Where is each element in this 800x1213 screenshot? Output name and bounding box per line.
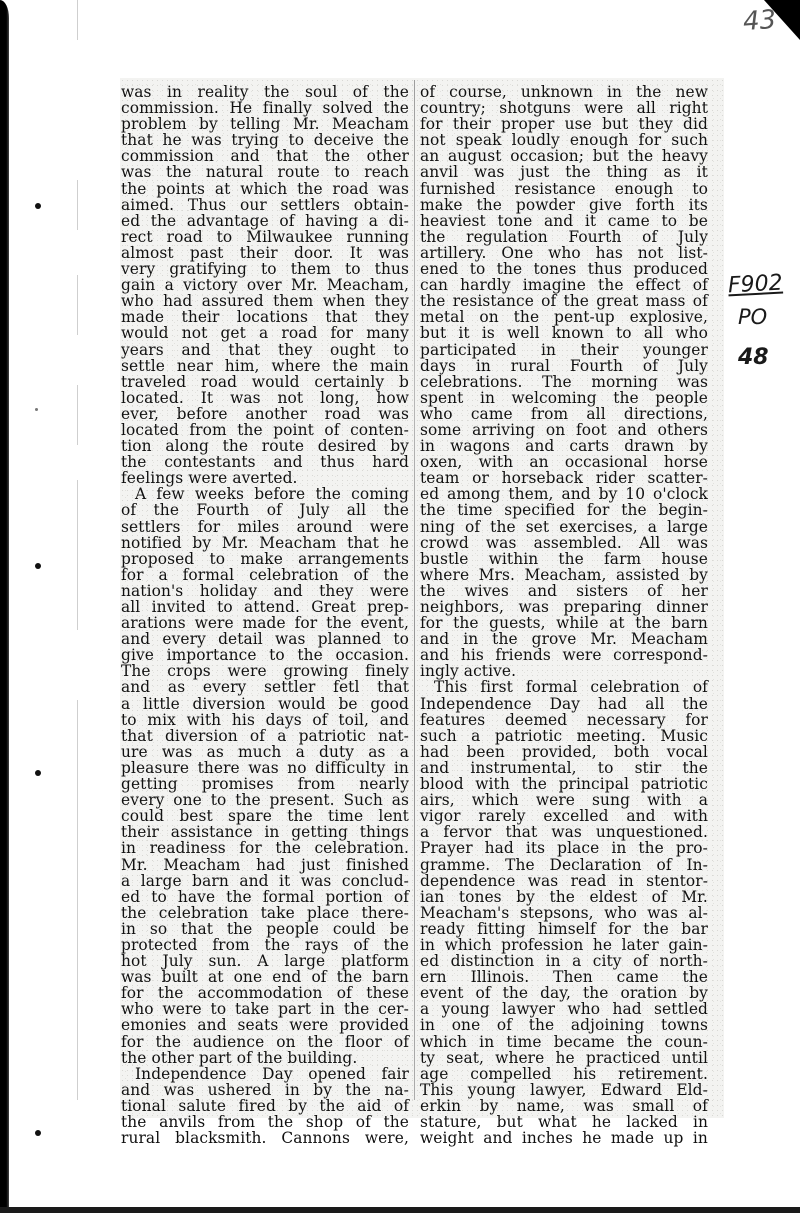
text-line: oxen, with an occasional horse (420, 453, 708, 472)
text-line: ed distinction in a city of north- (420, 952, 708, 971)
text-line: and as every settler fetl that (121, 678, 409, 697)
handwritten-catalog-number: 48 (738, 345, 769, 370)
handwritten-catalog-sub: PO (738, 305, 768, 329)
text-line: settlers for miles around were (121, 517, 409, 536)
text-line: where Mrs. Meacham, assisted by (420, 565, 708, 584)
text-line: Meacham's stepsons, who was al- (420, 903, 708, 922)
text-line: ed the advantage of having a di- (121, 211, 409, 230)
text-line: located. It was not long, how (121, 388, 409, 407)
text-line: furnished resistance enough to (420, 179, 708, 198)
text-line: very gratifying to them to thus (121, 260, 409, 279)
text-line: for a formal celebration of the (121, 565, 409, 584)
text-line: blood with the principal patriotic (420, 775, 708, 794)
text-line: emonies and seats were provided (121, 1016, 409, 1035)
text-line: a large barn and it was conclud- (121, 871, 409, 890)
text-line: the celebration take place there- (121, 903, 409, 922)
margin-guide-line (77, 275, 78, 335)
text-line: in which profession he later gain- (420, 935, 708, 954)
margin-guide-line (77, 480, 78, 630)
text-line: ed among them, and by 10 o'clock (420, 485, 708, 504)
text-line: ern Illinois. Then came the (420, 968, 708, 987)
text-line: anvil was just the thing as it (420, 163, 708, 182)
text-line: proposed to make arrangements (121, 549, 409, 568)
text-line: that diversion of a patriotic nat- (121, 726, 409, 745)
text-line: and in the grove Mr. Meacham (420, 630, 708, 649)
text-line: which in time became the coun- (420, 1032, 708, 1051)
text-line: that he was trying to deceive the (121, 131, 409, 150)
text-line: had been provided, both vocal (420, 742, 708, 761)
text-line: The crops were growing finely (121, 662, 409, 681)
text-line: who came from all directions, (420, 404, 708, 423)
text-line: Mr. Meacham had just finished (121, 855, 409, 874)
text-line: could best spare the time lent (121, 807, 409, 826)
text-line: the regulation Fourth of July (420, 227, 708, 246)
text-line: getting promises from nearly (121, 775, 409, 794)
text-line: ure was as much a duty as a (121, 742, 409, 761)
text-line: commission. He finally solved the (121, 99, 409, 118)
text-line: and every detail was planned to (121, 630, 409, 649)
article-column-right (420, 84, 708, 1146)
text-line: the contestants and thus hard (121, 453, 409, 472)
article-column-left (121, 84, 409, 1146)
text-line: event of the day, the oration by (420, 984, 708, 1003)
text-line: a young lawyer who had settled (420, 1000, 708, 1019)
margin-dot-mark (35, 1130, 41, 1136)
text-line: every one to the present. Such as (121, 791, 409, 810)
text-line: days in rural Fourth of July (420, 356, 708, 375)
text-line: would not get a road for many (121, 324, 409, 343)
text-line: all invited to attend. Great prep- (121, 598, 409, 616)
text-line: years and that they ought to (121, 340, 409, 359)
column-divider (414, 80, 415, 1100)
text-line: an august occasion; but the heavy (420, 147, 708, 166)
margin-guide-line (77, 0, 78, 40)
text-line: of the Fourth of July all the (121, 501, 409, 520)
margin-dot-mark (35, 563, 41, 569)
text-line: features deemed necessary for (420, 710, 708, 729)
text-line: was in reality the soul of the (121, 83, 409, 101)
text-line: in so that the people could be (121, 919, 409, 938)
text-line: was the natural route to reach (121, 163, 409, 182)
text-line: ened to the tones thus produced (420, 260, 708, 279)
text-line: ready fitting himself for the bar (420, 919, 708, 938)
text-line: problem by telling Mr. Meacham (121, 115, 409, 134)
text-line: airs, which were sung with a (420, 791, 708, 810)
scan-bottom-edge (0, 1207, 800, 1213)
text-line: almost past their door. It was (121, 243, 409, 262)
text-line: feelings were averted. (121, 469, 298, 488)
text-line: spent in welcoming the people (420, 388, 708, 407)
text-line: metal on the pent-up explosive, (420, 308, 708, 327)
text-line: in wagons and carts drawn by (420, 437, 708, 456)
text-line: neighbors, was preparing dinner (420, 598, 708, 616)
text-line: make the powder give forth its (420, 195, 708, 214)
margin-dot-mark (35, 408, 38, 411)
text-line: bustle within the farm house (420, 549, 708, 568)
text-line: artillery. One who has not list- (420, 243, 708, 262)
text-line: for the audience on the floor of (121, 1032, 409, 1051)
text-line: and was ushered in by the na- (121, 1080, 409, 1099)
text-line: was built at one end of the barn (121, 968, 409, 987)
text-line: such a patriotic meeting. Music (420, 726, 708, 745)
text-line: who had assured them when they (121, 292, 409, 311)
scan-left-edge (0, 0, 9, 1213)
text-line: the time specified for the begin- (420, 501, 708, 520)
text-line: a fervor that was unquestioned. (420, 823, 708, 842)
margin-guide-line (77, 700, 78, 1100)
text-line: participated in their younger (420, 340, 708, 359)
text-line: who were to take part in the cer- (121, 1000, 409, 1019)
text-line: the other part of the building. (121, 1048, 358, 1067)
text-line: give importance to the occasion. (121, 646, 409, 665)
text-line: gain a victory over Mr. Meacham, (121, 276, 409, 295)
text-line: made their locations that they (121, 308, 409, 327)
text-line: commission and that the other (121, 147, 409, 166)
text-line: tional salute fired by the aid of (121, 1096, 409, 1115)
text-line: ed to have the formal portion of (121, 887, 409, 906)
text-line: erkin by name, was small of (420, 1096, 708, 1115)
text-line: the resistance of the great mass of (420, 292, 708, 311)
text-line: rural blacksmith. Cannons were, (121, 1129, 409, 1148)
text-line: tion along the route desired by (121, 437, 409, 456)
text-line: ty seat, where he practiced until (420, 1048, 708, 1067)
text-line: some arriving on foot and others (420, 420, 708, 439)
margin-dot-mark (35, 770, 41, 776)
text-line: Prayer had its place in the pro- (420, 839, 708, 858)
text-line: nation's holiday and they were (121, 581, 409, 600)
text-line: notified by Mr. Meacham that he (121, 533, 409, 552)
text-line: hot July sun. A large platform (121, 952, 409, 971)
text-line: ning of the set exercises, a large (420, 517, 708, 536)
margin-guide-line (77, 180, 78, 230)
text-line: the points at which the road was (121, 179, 409, 198)
text-line: the anvils from the shop of the (121, 1113, 409, 1131)
text-line: Independence Day had all the (420, 694, 708, 713)
text-line: for the accommodation of these (121, 984, 409, 1003)
text-line: celebrations. The morning was (420, 372, 708, 391)
text-line: settle near him, where the main (121, 356, 409, 375)
handwritten-page-number: 43 (741, 4, 778, 38)
text-line: in readiness for the celebration. (121, 839, 409, 858)
text-line: can hardly imagine the effect of (420, 276, 708, 295)
text-line: stature, but what he lacked in (420, 1113, 708, 1131)
text-line: crowd was assembled. All was (420, 533, 708, 552)
margin-dot-mark (35, 203, 41, 209)
text-line: a little diversion would be good (121, 694, 409, 713)
text-line: A few weeks before the coming (135, 485, 409, 504)
text-line: gramme. The Declaration of In- (420, 855, 708, 874)
text-line: ingly active. (420, 662, 517, 681)
text-line: for the guests, while at the barn (420, 614, 708, 633)
text-line: and instrumental, to stir the (420, 758, 708, 777)
text-line: heaviest tone and it came to be (420, 211, 708, 230)
text-line: traveled road would certainly b (121, 372, 409, 391)
text-line: to mix with his days of toil, and (121, 710, 409, 729)
text-line: in one of the adjoining towns (420, 1016, 708, 1035)
text-line: but it is well known to all who (420, 324, 708, 343)
text-line: located from the point of conten- (121, 420, 409, 439)
text-line: ever, before another road was (121, 404, 409, 423)
text-line: Independence Day opened fair (135, 1064, 409, 1083)
text-line: age compelled his retirement. (420, 1064, 708, 1083)
handwritten-catalog-code: F902 (727, 270, 784, 299)
margin-guide-line (77, 385, 78, 445)
text-line: weight and inches he made up in (420, 1129, 708, 1148)
text-line: not speak loudly enough for such (420, 131, 708, 150)
text-line: vigor rarely excelled and with (420, 807, 708, 826)
text-line: and his friends were correspond- (420, 646, 708, 665)
text-line: ian tones by the eldest of Mr. (420, 887, 708, 906)
text-line: their assistance in getting things (121, 823, 409, 842)
text-line: pleasure there was no difficulty in (121, 758, 409, 777)
text-line: This first formal celebration of (434, 678, 708, 697)
text-line: team or horseback rider scatter- (420, 469, 708, 488)
text-line: the wives and sisters of her (420, 581, 708, 600)
text-line: country; shotguns were all right (420, 99, 708, 118)
text-line: aimed. Thus our settlers obtain- (121, 195, 409, 214)
text-line: dependence was read in stentor- (420, 871, 708, 890)
text-line: protected from the rays of the (121, 935, 409, 954)
text-line: This young lawyer, Edward Eld- (420, 1080, 708, 1099)
text-line: arations were made for the event, (121, 614, 409, 633)
text-line: for their proper use but they did (420, 115, 708, 134)
text-line: rect road to Milwaukee running (121, 227, 409, 246)
text-line: of course, unknown in the new (420, 83, 708, 101)
